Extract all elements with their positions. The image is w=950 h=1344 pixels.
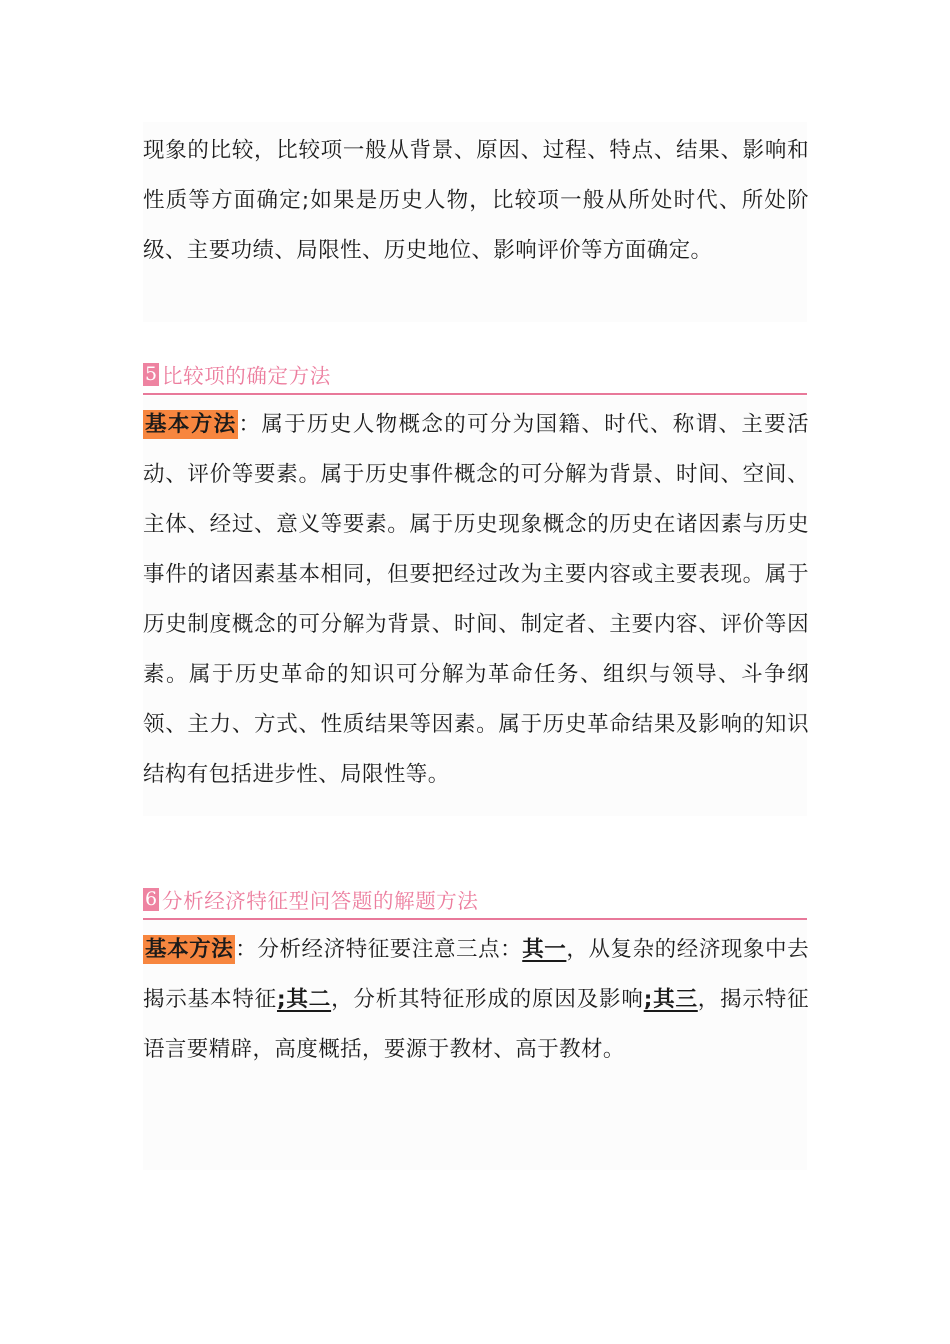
- section-6-paragraph: [143, 925, 809, 1075]
- point-two-text: ，分析其特征形成的原因及影响: [331, 987, 644, 1012]
- section-5-heading: [143, 355, 807, 395]
- point-one: 其一: [522, 937, 567, 962]
- section-6-title: 分析经济特征型问答题的解题方法: [162, 889, 479, 913]
- point-one-text: ，从复杂的经济现象中去揭示基本特征: [143, 937, 809, 1012]
- section-5-paragraph: [143, 400, 809, 800]
- intro-paragraph: 现象的比较，比较项一般从背景、原因、过程、特点、结果、影响和性质等方面确定;如果是历史人物，比较项一般从所处时代、所处阶级、主要功绩、局限性、历史地位、影响评价等方面确定。: [143, 138, 809, 263]
- section-6-number: 6: [144, 887, 158, 910]
- section-5-number: 5: [144, 362, 158, 385]
- section-6-method-label: 基本方法: [145, 937, 234, 962]
- section-5-separator: ：: [238, 412, 262, 437]
- point-three: ;其三: [643, 987, 698, 1012]
- section-5-method-label: 基本方法: [145, 412, 237, 437]
- section-5-body: 属于历史人物概念的可分为国籍、时代、称谓、主要活动、评价等要素。属于历史事件概念的可分解为背景、时间、空间、主体、经过、意义等要素。属于历史现象概念的历史在诸因素与历史事件的诸因素基本相同，但要把经过改为主要内容或主要表现。属于历史制度概念的可分解为背景、时间、制定者、主要内容、评价等因素。属于历史革命的知识可分解为革命任务、组织与领导、斗争纲领、主力、方式、性质结果等因素。属于历史革命结果及影响的知识结构有包括进步性、局限性等。: [143, 412, 810, 787]
- section-6-heading: [143, 880, 807, 920]
- point-three-text: ，揭示特征语言要精辟，高度概括，要源于教材、高于教材。: [143, 987, 809, 1062]
- section-6-separator: ：: [235, 937, 258, 962]
- section-6-intro-text: 分析经济特征要注意三点：: [257, 937, 523, 962]
- point-two: ;其二: [276, 987, 332, 1012]
- section-5-title: 比较项的确定方法: [162, 364, 331, 388]
